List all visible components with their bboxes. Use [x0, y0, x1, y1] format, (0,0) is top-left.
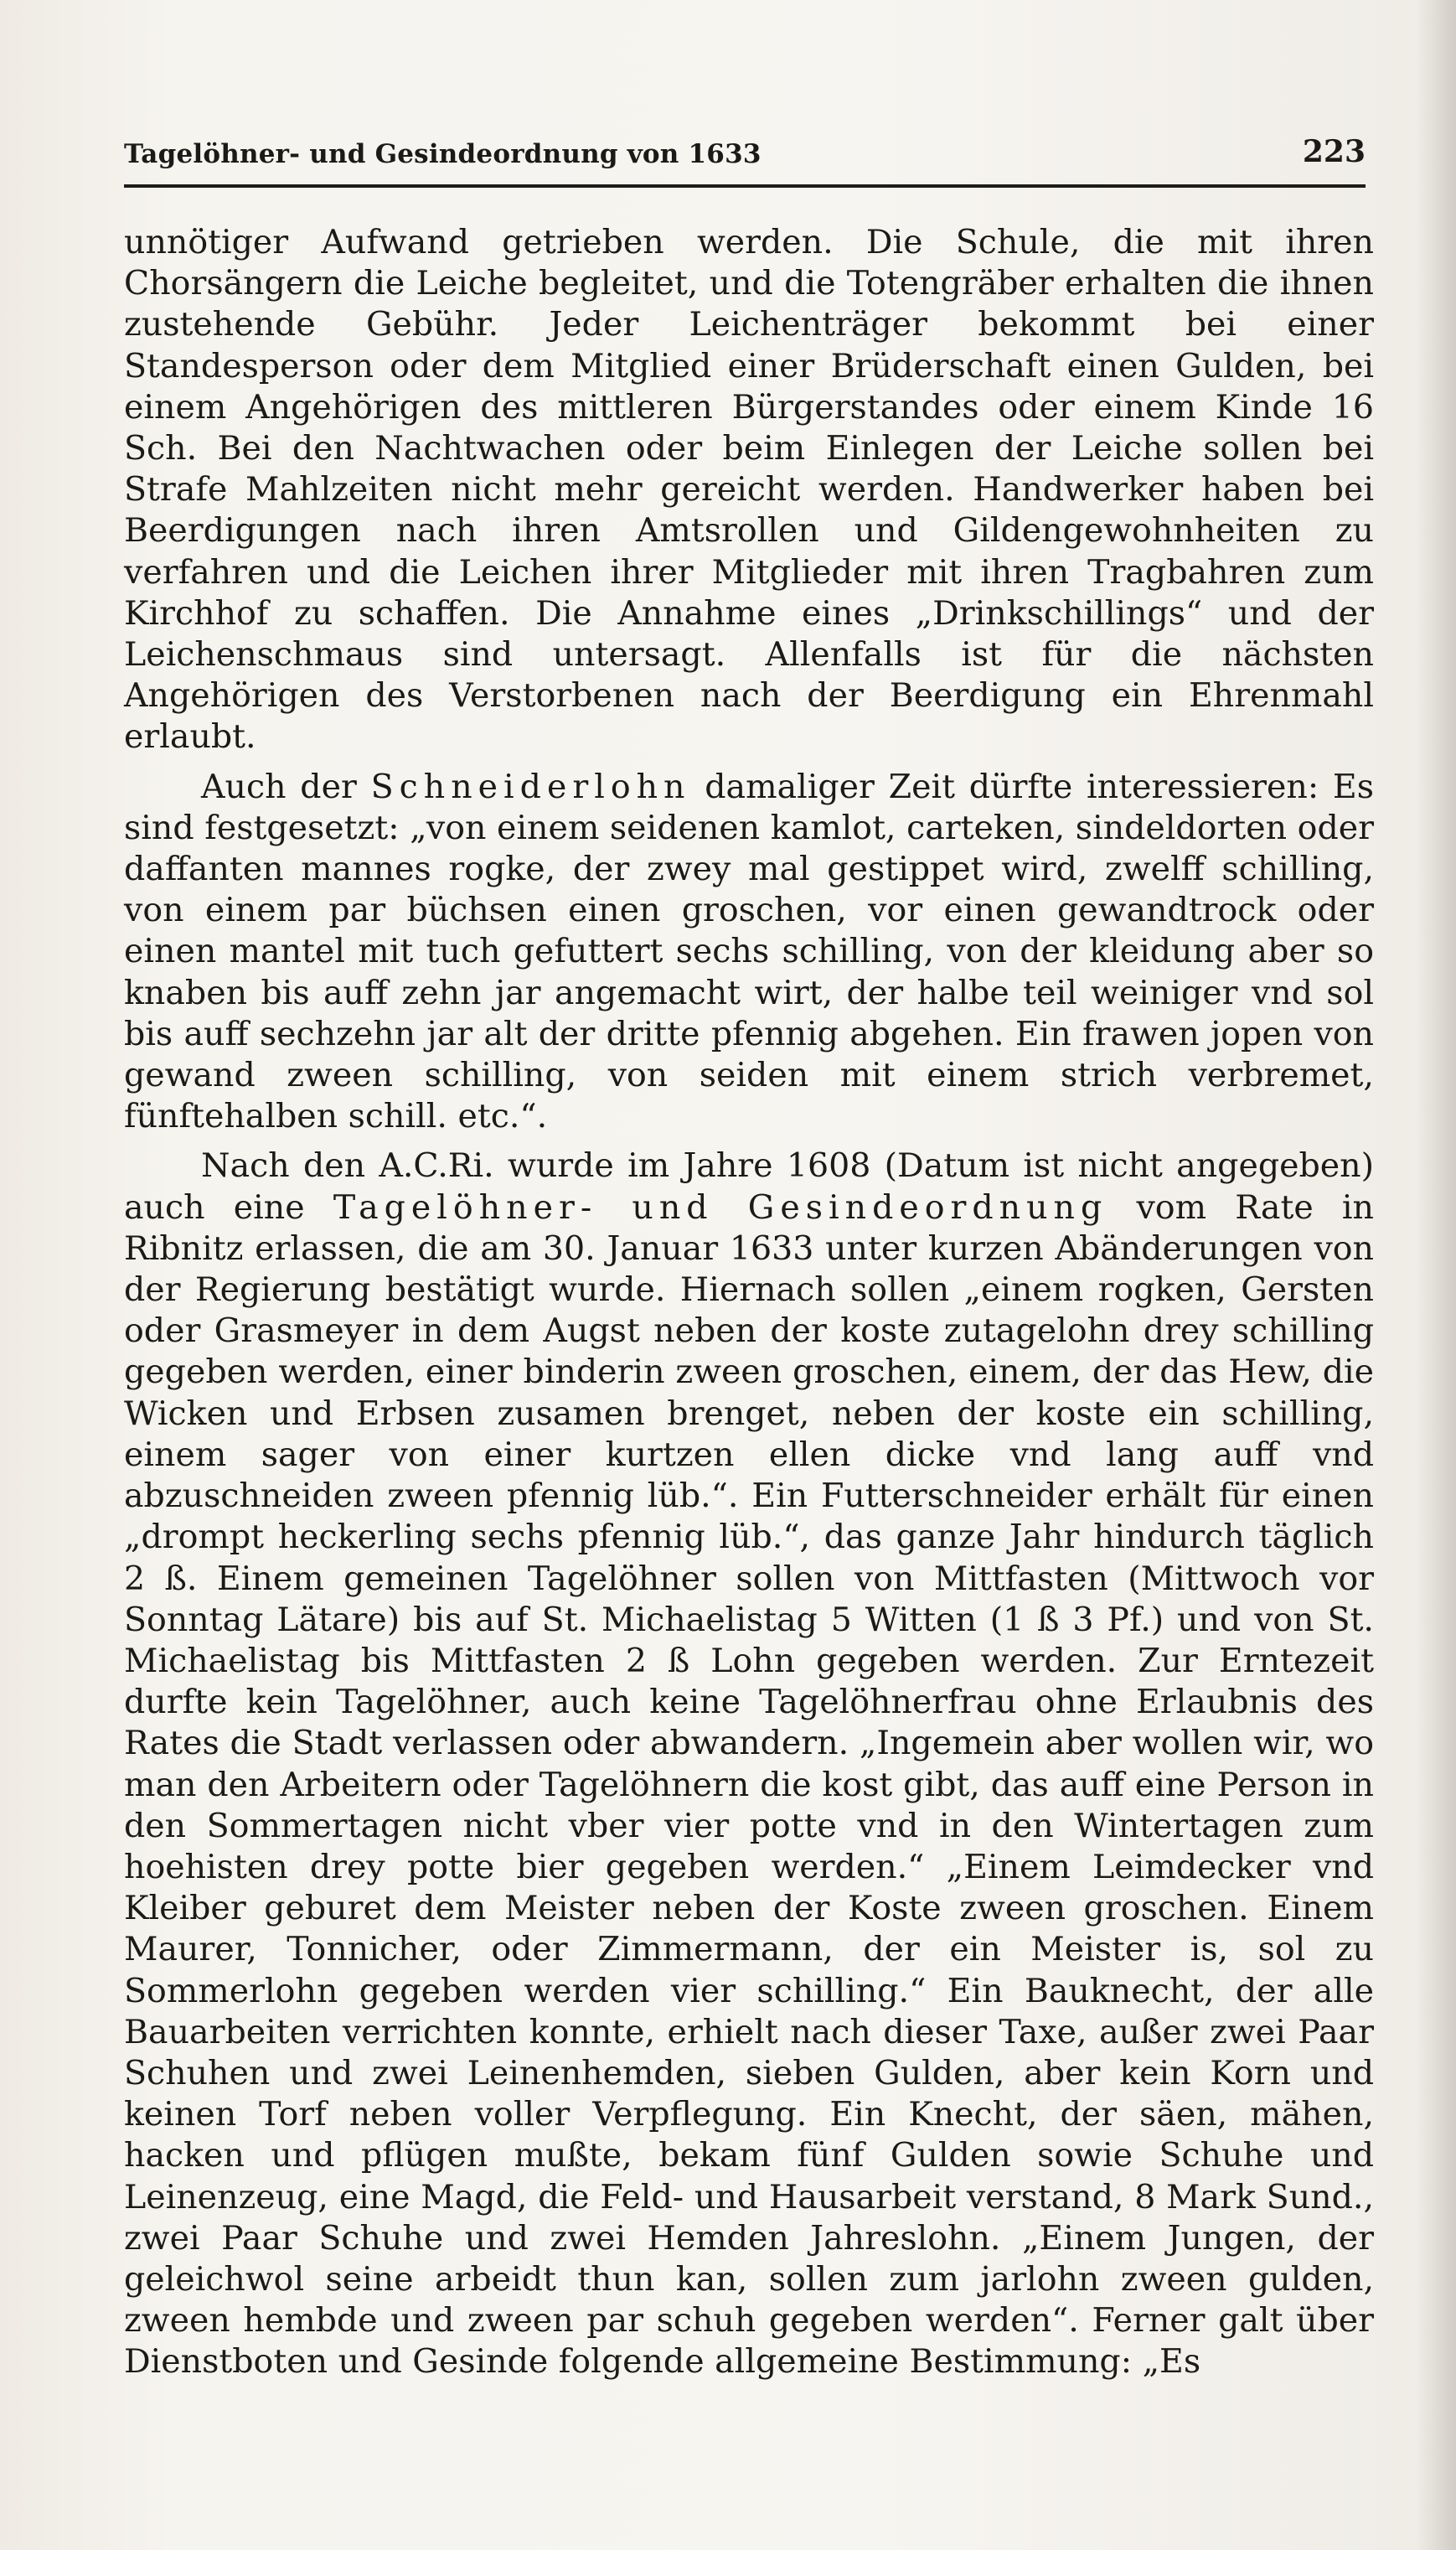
page-header: [124, 132, 1366, 188]
spaced-term-ordnung: Tagelöhner- und Gesindeordnung: [333, 1187, 1108, 1227]
paragraph-1: unnötiger Aufwand getrieben werden. Die Schule, die mit ihren Chorsängern die Leiche begleitet, und die Totengräber erhalten die ihnen zustehende Gebühr. Jeder Leichenträger bekommt bei einer Standesperson oder dem Mitglied einer Brüderschaft einen Gulden, bei einem Angehörigen des mittleren Bürgerstandes oder einem Kinde 16 Sch. Bei den Nachtwachen oder beim Einlegen der Leiche sollen bei Strafe Mahlzeiten nicht mehr gereicht werden. Handwerker haben bei Beerdigungen nach ihren Amtsrollen und Gildengewohnheiten zu verfahren und die Leichen ihrer Mitglieder mit ihren Tragbahren zum Kirchhof zu schaffen. Die Annahme eines „Drinkschillings“ und der Leichenschmaus sind untersagt. Allenfalls ist für die nächsten Angehörigen des Verstorbenen nach der Beerdigung ein Ehrenmahl erlaubt.: [124, 223, 1374, 757]
spaced-term-schneiderlohn: Schneiderlohn: [370, 767, 691, 806]
paragraph-3-lead: Nach den A.C.Ri. wurde im Jahre 1608 (Datum ist nicht angegeben) auch eine: [124, 1146, 1374, 1227]
paragraph-2-lead: Auch der: [201, 767, 371, 806]
body-text: [124, 222, 1374, 2392]
paragraph-2: [124, 767, 1374, 1138]
paragraph-3-rest: vom Rate in Ribnitz erlassen, die am 30. Januar 1633 unter kurzen Abänderungen von der Regierung bestätigt wurde. Hiernach sollen „einem rogken, Gersten oder Grasmeyer in dem Augst neben der koste zutagelohn drey schilling gegeben werden, einer binderin zween groschen, einem, der das Hew, die Wicken und Erbsen zusamen brenget, neben der koste ein schilling, einem sager von einer kurtzen ellen dicke vnd lang auff vnd abzuschneiden zween pfennig lüb.“. Ein Futterschneider erhält für einen „drompt heckerling sechs pfennig lüb.“, das ganze Jahr hindurch täglich 2 ß. Einem gemeinen Tagelöhner sollen von Mittfasten (Mittwoch vor Sonntag Lätare) bis auf St. Michaelistag 5 Witten (1 ß 3 Pf.) und von St. Michaelistag bis Mittfasten 2 ß Lohn gegeben werden. Zur Erntezeit durfte kein Tagelöhner, auch keine Tagelöhnerfrau ohne Erlaubnis des Rates die Stadt verlassen oder abwandern. „Ingemein aber wollen wir, wo man den Arbeitern oder Tagelöhnern die kost gibt, das auff eine Person in den Sommertagen nicht vber vier potte vnd in den Wintertagen zum hoehisten drey potte bier gegeben werden.“ „Einem Leimdecker vnd Kleiber geburet dem Meister neben der Koste zween groschen. Einem Maurer, Tonnicher, oder Zimmermann, der ein Meister is, sol zu Sommerlohn gegeben werden vier schilling.“ Ein Bauknecht, der alle Bauarbeiten verrichten konnte, erhielt nach dieser Taxe, außer zwei Paar Schuhen und zwei Leinenhemden, sieben Gulden, aber kein Korn und keinen Torf neben voller Verpflegung. Ein Knecht, der säen, mähen, hacken und pflügen mußte, bekam fünf Gulden sowie Schuhe und Leinenzeug, eine Magd, die Feld- und Hausarbeit verstand, 8 Mark Sund., zwei Paar Schuhe und zwei Hemden Jahreslohn. „Einem Jungen, der geleichwol seine arbeidt thun kan, sollen zum jarlohn zween gulden, zween hembde und zween par schuh gegeben werden“. Ferner galt über Dienstboten und Gesinde folgende allgemeine Bestimmung: „Es: [124, 1187, 1374, 2382]
paragraph-2-rest: damaliger Zeit dürfte interessieren: Es sind festgesetzt: „von einem seidenen kamlot, carteken, sindeldorten oder daffanten mannes rogke, der zwey mal gestippet wird, zwelff schilling, von einem par büchsen einen groschen, vor einen gewandtrock oder einen mantel mit tuch gefuttert sechs schilling, von der kleidung aber so knaben bis auff zehn jar angemacht wirt, der halbe teil weiniger vnd sol bis auff sechzehn jar alt der dritte pfennig abgehen. Ein frawen jopen von gewand zween schilling, von seiden mit einem strich verbremet, fünftehalben schill. etc.“.: [124, 767, 1374, 1136]
page-number: 223: [1302, 134, 1366, 169]
page-edge-shadow: [1416, 0, 1456, 2550]
paragraph-3: [124, 1146, 1374, 2382]
running-title: Tagelöhner- und Gesindeordnung von 1633: [124, 139, 762, 169]
